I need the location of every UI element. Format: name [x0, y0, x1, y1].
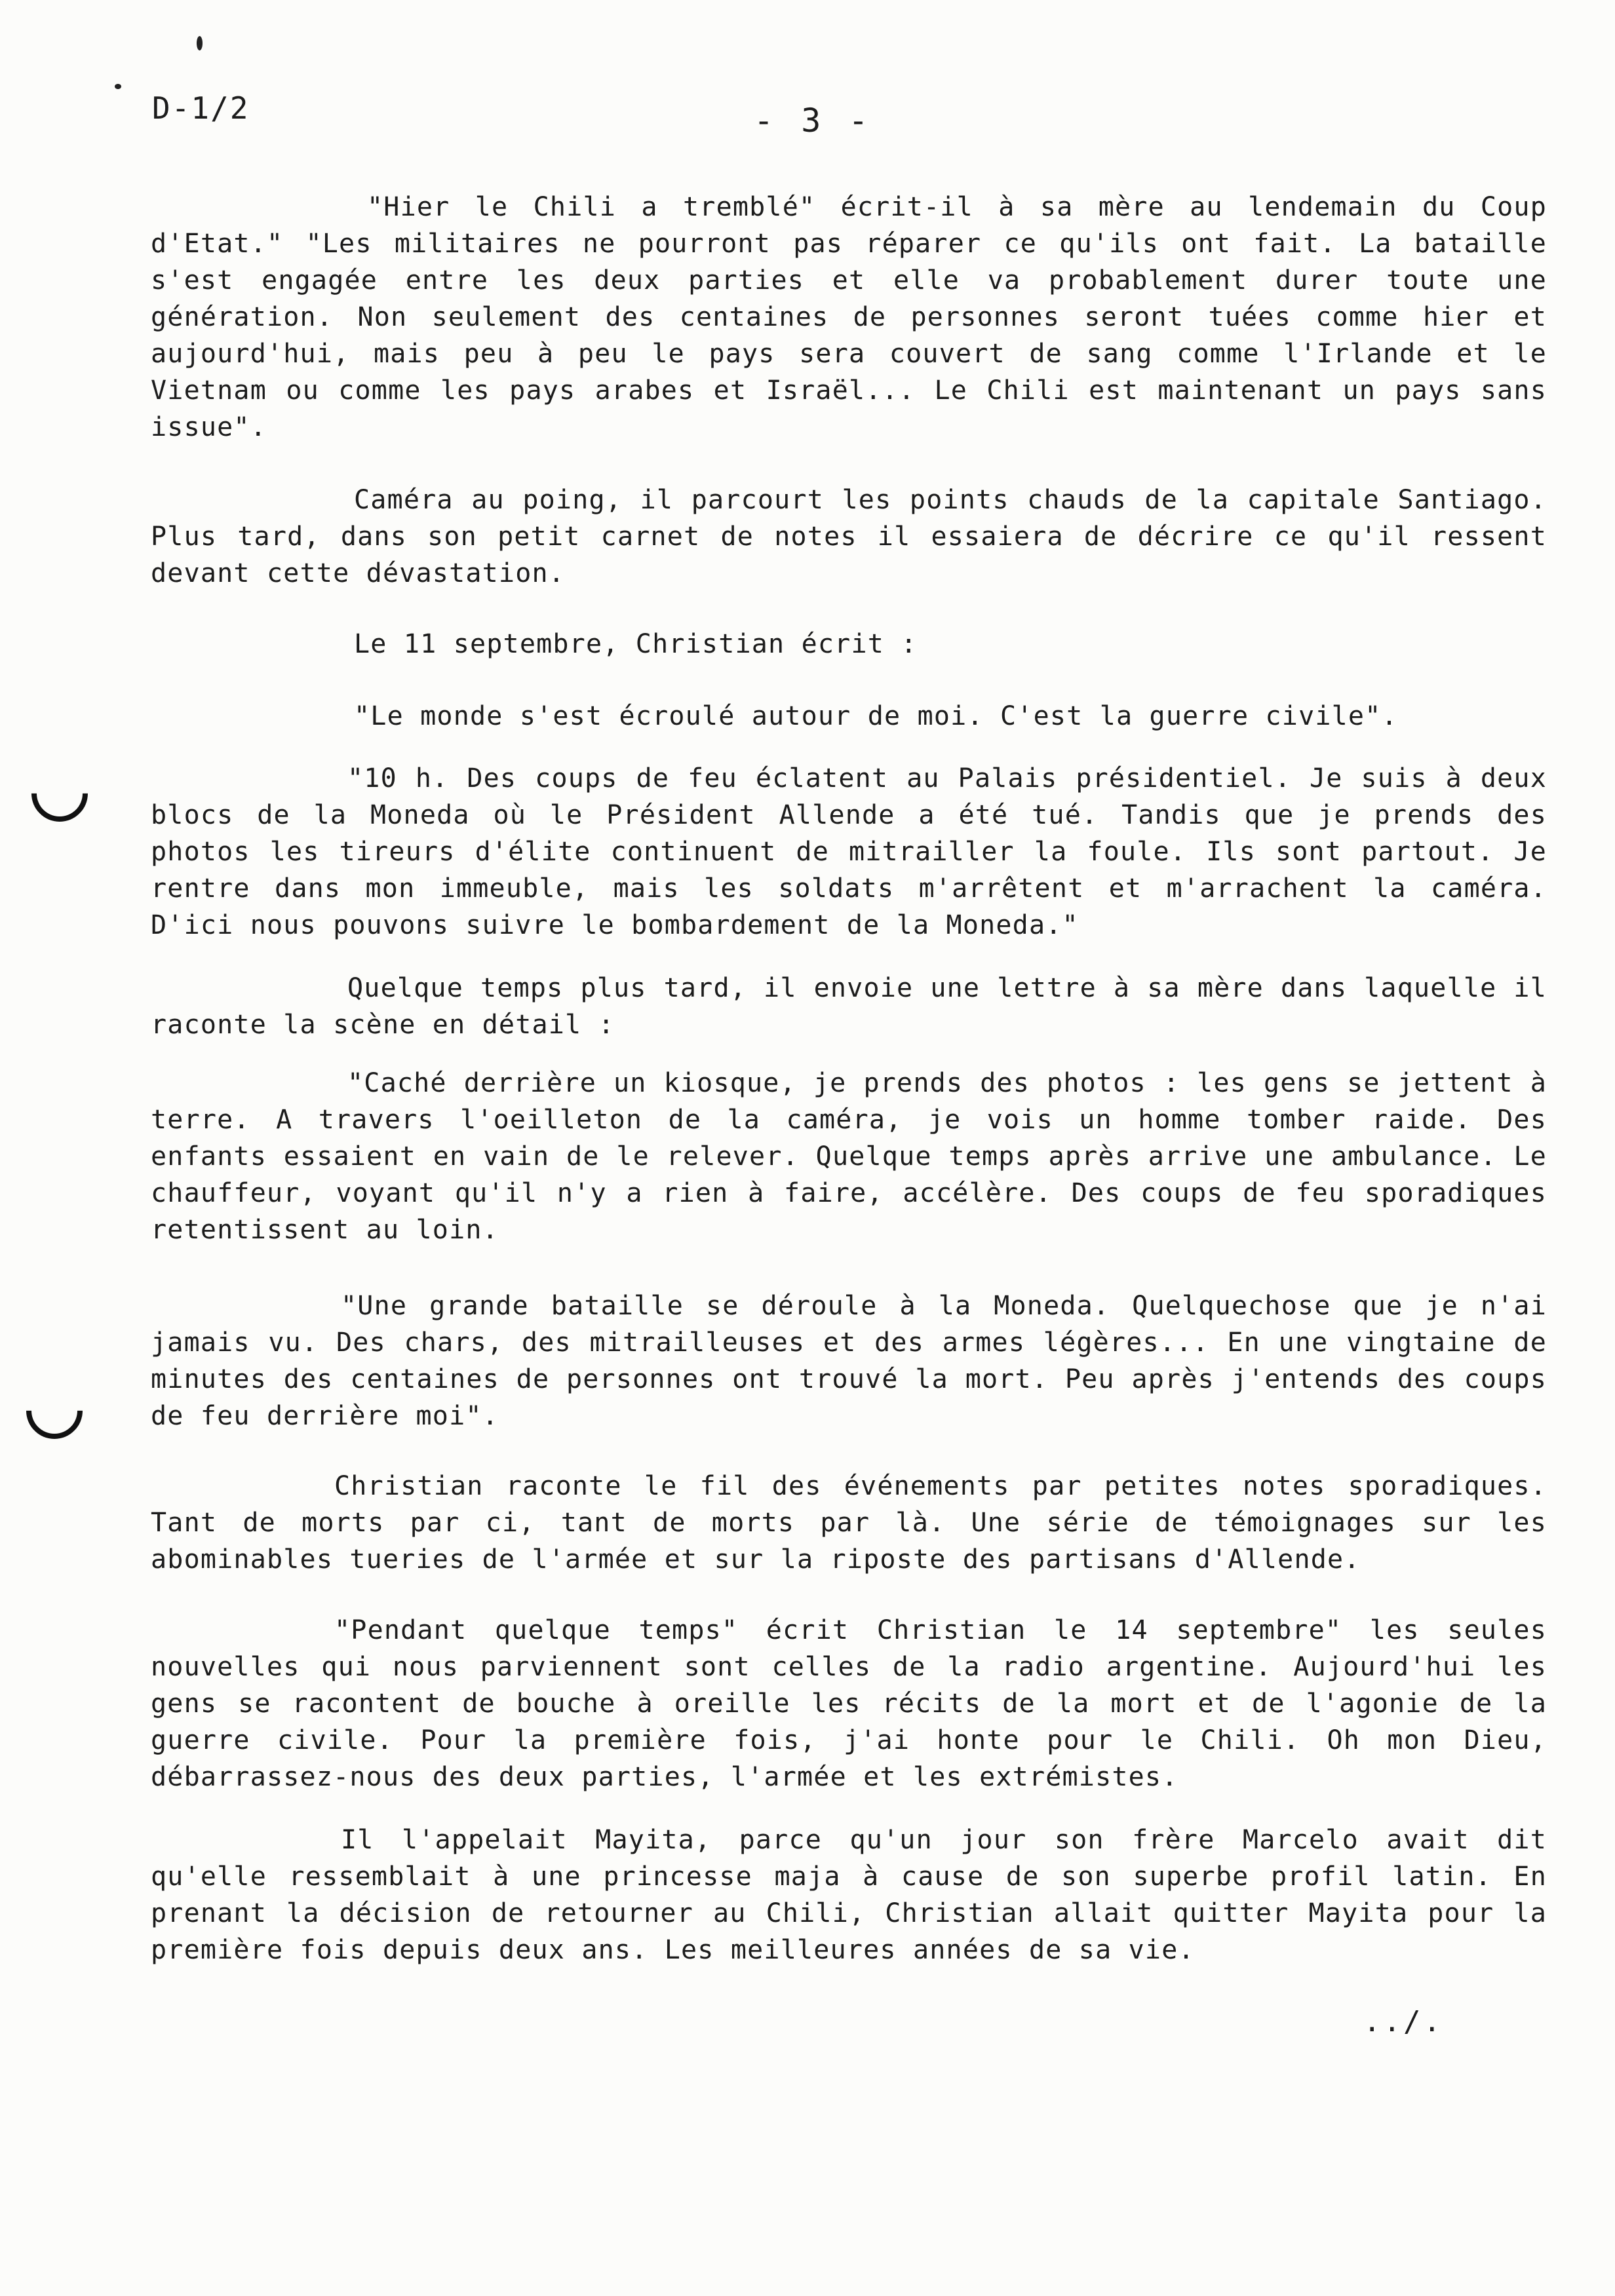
- paragraph-sept-11: Le 11 septembre, Christian écrit :: [354, 629, 918, 659]
- paragraph-sporadic-notes: Christian raconte le fil des événements par petites notes sporadiques. Tant de morts par ci, tant de morts par là. Une série de témoignages sur les abominables tueries de l'armée et sur la riposte des partisans d'Allende.: [151, 1471, 1547, 1575]
- paragraph-sept-14: "Pendant quelque temps" écrit Christian le 14 septembre" les seules nouvelles qui nous parviennent sont celles de la radio argentine. Aujourd'hui les gens se racontent de bouche à oreille les récits de la mort et de l'agonie de la guerre civile. Pour la première fois, j'ai honte pour le Chili. Oh mon Dieu, débarrassez-nous des deux parties, l'armée et les extrémistes.: [151, 1615, 1547, 1792]
- paragraph-10h: "10 h. Des coups de feu éclatent au Palais présidentiel. Je suis à deux blocs de la Moneda où le Président Allende a été tué. Tandis que je prends des photos les tireurs d'élite continuent de mitrailler la foule. Ils sont partout. Je rentre dans mon immeuble, mais les soldats m'arrêtent et m'arrachent la caméra. D'ici nous pouvons suivre le bombardement de la Moneda.": [151, 763, 1547, 940]
- paragraph-mayita: Il l'appelait Mayita, parce qu'un jour son frère Marcelo avait dit qu'elle ressemblait à une princesse maja à cause de son superbe profil latin. En prenant la décision de retourner au Chili, Christian allait quitter Mayita pour la première fois depuis deux ans. Les meilleures années de sa vie.: [151, 1825, 1547, 1965]
- continued-marker: ../.: [1363, 2005, 1443, 2038]
- paragraph-moneda-battle: "Une grande bataille se déroule à la Moneda. Quelquechose que je n'ai jamais vu. Des chars, des mitrailleuses et des armes légères... En une vingtaine de minutes des centaines de personnes ont trouvé la mort. Peu après j'entends des coups de feu derrière moi".: [151, 1291, 1547, 1431]
- paragraph-letter-later: Quelque temps plus tard, il envoie une lettre à sa mère dans laquelle il raconte la scène en détail :: [151, 973, 1547, 1040]
- punch-hole-mark: [14, 1371, 94, 1451]
- paragraph-kiosk: "Caché derrière un kiosque, je prends des photos : les gens se jettent à terre. A travers l'oeilleton de la caméra, je vois un homme tomber raide. Des enfants essaient en vain de le relever. Quelque temps après arrive une ambulance. Le chauffeur, voyant qu'il n'y a rien à faire, accélère. Des coups de feu sporadiques retentissent au loin.: [151, 1068, 1547, 1245]
- ink-speck: [197, 36, 203, 50]
- page-number: - 3 -: [754, 102, 872, 140]
- paragraph-world-collapsed: "Le monde s'est écroulé autour de moi. C'est la guerre civile".: [354, 701, 1398, 731]
- document-reference: D-1/2: [152, 90, 250, 126]
- ink-speck: [115, 84, 121, 89]
- punch-hole-mark: [20, 754, 100, 833]
- paragraph-letter-mother: "Hier le Chili a tremblé" écrit-il à sa mère au lendemain du Coup d'Etat." "Les militaires ne pourront pas réparer ce qu'ils ont fait. La bataille s'est engagée entre les deux parties et elle va probablement durer toute une génération. Non seulement des centaines de personnes seront tuées comme hier et aujourd'hui, mais peu à peu le pays sera couvert de sang comme l'Irlande et le Vietnam ou comme les pays arabes et Israël... Le Chili est maintenant un pays sans issue".: [151, 192, 1547, 442]
- paragraph-camera: Caméra au poing, il parcourt les points chauds de la capitale Santiago. Plus tard, dans son petit carnet de notes il essaiera de décrire ce qu'il ressent devant cette dévastation.: [151, 485, 1547, 588]
